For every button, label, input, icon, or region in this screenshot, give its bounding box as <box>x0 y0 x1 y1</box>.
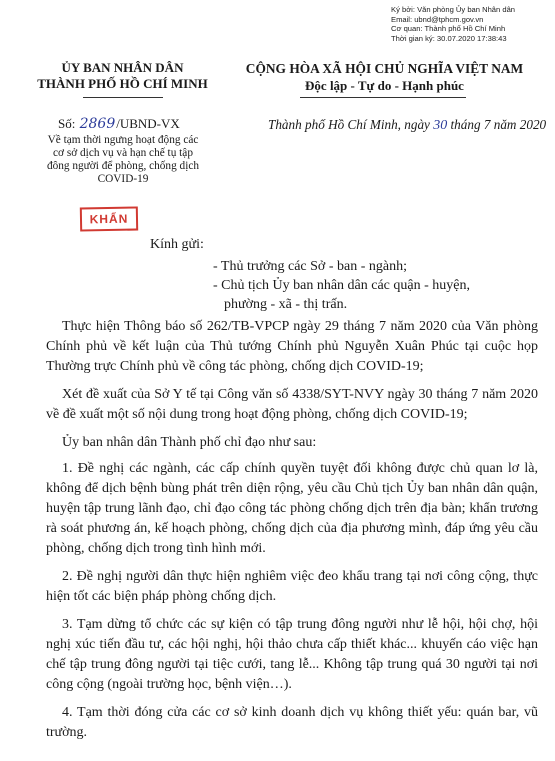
body-paragraph-7: 4. Tạm thời đóng cửa các cơ sở kinh doanh dịch vụ không thiết yếu: quán bar, vũ trường. <box>46 705 538 740</box>
doc-number-prefix: Số: <box>58 116 76 131</box>
addressees-list <box>213 258 543 315</box>
digital-signature-info <box>391 5 551 43</box>
place-date-before: Thành phố Hồ Chí Minh, ngày <box>268 117 430 132</box>
agency-line-2: THÀNH PHỐ HỒ CHÍ MINH <box>37 76 208 91</box>
body-paragraph-5: 2. Đề nghị người dân thực hiện nghiêm việc đeo khẩu trang tại nơi công cộng, thực hiện tốt các biện pháp phòng chống dịch. <box>46 569 538 604</box>
national-motto: Độc lập - Tự do - Hạnh phúc <box>305 78 464 93</box>
addressee-item-1: - Thủ trưởng các Sở - ban - ngành; <box>213 259 407 274</box>
motto-underline <box>300 97 466 98</box>
body-paragraph-3: Ủy ban nhân dân Thành phố chỉ đạo như sau: <box>62 435 317 450</box>
signature-agency: Cơ quan: Thành phố Hồ Chí Minh <box>391 24 506 34</box>
country-title: CỘNG HÒA XÃ HỘI CHỦ NGHĨA VIỆT NAM <box>245 61 524 76</box>
urgent-stamp: KHẨN <box>80 206 138 231</box>
place-and-date <box>268 117 546 134</box>
place-date-after: tháng 7 năm 2020 <box>450 117 547 132</box>
addressee-item-2: - Chủ tịch Ủy ban nhân dân các quận - huyện, <box>213 278 470 293</box>
subject-line-1: Về tạm thời ngưng hoạt động các <box>47 134 199 146</box>
issuing-agency <box>20 60 225 92</box>
subject-line-2: cơ sở dịch vụ và hạn chế tụ tập <box>53 147 193 159</box>
signature-time: Thời gian ký: 30.07.2020 17:38:43 <box>391 33 507 43</box>
national-heading <box>232 60 537 94</box>
signature-email: Email: ubnd@tphcm.gov.vn <box>391 14 484 24</box>
document-number <box>58 116 180 132</box>
body-paragraph-4: 1. Đề nghị các ngành, các cấp chính quyền tuyệt đối không được chủ quan lơ là, không để dịch bệnh bùng phát trên diện rộng, yêu cầu Chủ tịch Ủy ban nhân dân quận, huyện tập trung lãnh đạo, chỉ đạo công tác phòng chống dịch trên địa bàn; khẩn trương rà soát phương án, kế hoạch phòng, chống dịch của địa phương mình, đáp ứng yêu cầu phòng, chống dịch trong tình hình mới. <box>46 461 538 556</box>
subject-line-4: COVID-19 <box>97 173 149 185</box>
body-paragraph-1: Thực hiện Thông báo số 262/TB-VPCP ngày 29 tháng 7 năm 2020 của Văn phòng Chính phủ về kết luận của Thủ tướng Chính phủ Nguyễn Xuân Phúc tại cuộc họp Thường trực Chính phủ về công tác phòng, chống dịch COVID-19; <box>46 319 538 374</box>
doc-number-suffix: /UBND-VX <box>116 116 180 131</box>
place-date-day: 30 <box>433 118 448 133</box>
agency-underline <box>83 97 163 98</box>
addressee-item-2-cont: phường - xã - thị trấn. <box>224 297 348 312</box>
doc-number-handwritten: 2869 <box>79 116 116 132</box>
agency-line-1: ỦY BAN NHÂN DÂN <box>61 60 184 75</box>
addressees-label: Kính gửi: <box>150 237 204 252</box>
document-subject <box>28 134 218 186</box>
body-paragraph-2: Xét đề xuất của Sở Y tế tại Công văn số 4338/SYT-NVY ngày 30 tháng 7 năm 2020 về đề xuất một số nội dung trong hoạt động phòng, chống dịch COVID-19; <box>46 387 538 422</box>
body-paragraph-6: 3. Tạm dừng tổ chức các sự kiện có tập trung đông người như lễ hội, hội chợ, hội nghị xúc tiến đầu tư, các hội nghị, hội thảo chưa cấp thiết khác... khuyến cáo việc hạn chế tập trung đông người tại tiệc cưới, tang lễ... Không tập trung quá 30 người tại nơi công cộng (ngoài trường học, bệnh viện…). <box>46 617 538 692</box>
document-body <box>46 317 538 751</box>
signature-signer: Ký bởi: Văn phòng Ủy ban Nhân dân <box>391 5 516 14</box>
subject-line-3: đông người để phòng, chống dịch <box>46 160 200 172</box>
